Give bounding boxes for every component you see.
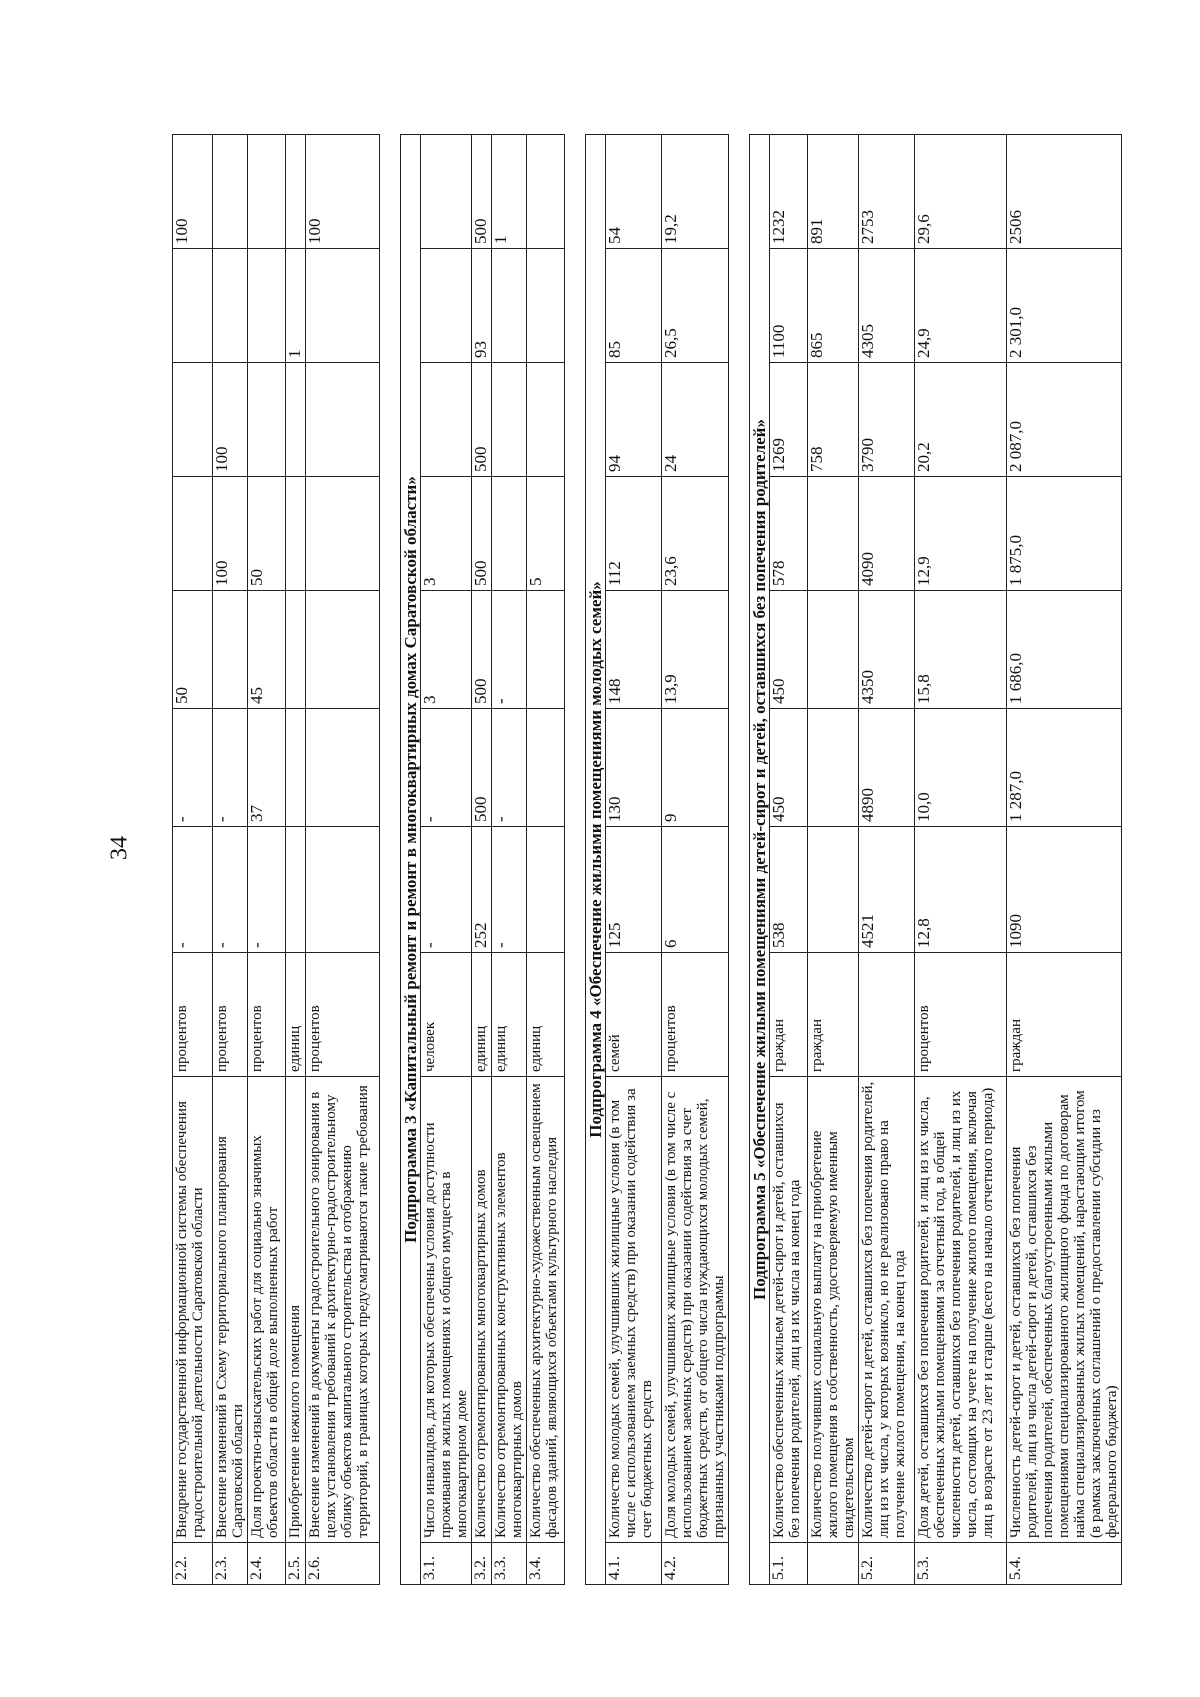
unit-cell: процентов — [173, 953, 213, 1077]
table-row — [808, 135, 859, 1585]
unit-cell: процентов — [248, 953, 286, 1077]
table-row — [213, 135, 248, 1585]
value-cell — [306, 591, 380, 709]
value-cell: 85 — [606, 249, 662, 363]
value-cell — [173, 363, 213, 477]
value-cell: 4890 — [859, 709, 915, 827]
value-cell: - — [213, 827, 248, 953]
unit-cell: семей — [606, 953, 662, 1077]
value-cell: 125 — [606, 827, 662, 953]
row-number — [808, 1543, 859, 1585]
table-row — [1007, 135, 1122, 1585]
indicator-name: Приобретение нежилого помещения — [286, 1077, 306, 1543]
value-cell — [306, 249, 380, 363]
value-cell: - — [173, 709, 213, 827]
spacer-row — [729, 135, 750, 1585]
rotated-content — [172, 135, 1120, 1585]
row-number: 3.4. — [527, 1543, 565, 1585]
value-cell: 252 — [472, 827, 492, 953]
value-cell: 500 — [472, 591, 492, 709]
value-cell: - — [421, 827, 472, 953]
value-cell — [421, 135, 472, 249]
value-cell — [808, 827, 859, 953]
value-cell — [527, 249, 565, 363]
value-cell: 578 — [770, 477, 808, 591]
value-cell: 50 — [248, 477, 286, 591]
value-cell — [248, 363, 286, 477]
row-number: 2.6. — [306, 1543, 380, 1585]
value-cell — [213, 135, 248, 249]
row-number: 5.3. — [915, 1543, 1007, 1585]
value-cell — [492, 249, 527, 363]
table-row — [248, 135, 286, 1585]
value-cell: 6 — [662, 827, 729, 953]
section-title: Подпрограмма 3 «Капитальный ремонт и ремонт в многоквартирных домах Саратовской области» — [401, 135, 421, 1585]
table-row — [527, 135, 565, 1585]
section-title: Подпрограмма 5 «Обеспечение жилыми помещениями детей-сирот и детей, оставшихся без попечения родителей» — [750, 135, 770, 1585]
section-header-row — [586, 135, 606, 1585]
row-number: 2.2. — [173, 1543, 213, 1585]
indicator-name: Количество молодых семей, улучшивших жилищные условия (в том числе с использованием заемных средств) при оказании содействия за счет бюджетных средств — [606, 1077, 662, 1543]
value-cell: 20,2 — [915, 363, 1007, 477]
value-cell: 1 875,0 — [1007, 477, 1122, 591]
value-cell: 13,9 — [662, 591, 729, 709]
value-cell: 24,9 — [915, 249, 1007, 363]
indicator-name: Доля молодых семей, улучшивших жилищные условия (в том числе с использованием заемных средств) при оказании содействия за счет бюджетных средств, от общего числа нуждающихся молодых семей, признанных участниками подпрограммы — [662, 1077, 729, 1543]
row-number: 3.2. — [472, 1543, 492, 1585]
value-cell: 1232 — [770, 135, 808, 249]
value-cell: - — [213, 709, 248, 827]
indicator-name: Количество обеспеченных жильем детей-сирот и детей, оставшихся без попечения родителей, лиц из их числа на конец года — [770, 1077, 808, 1543]
row-number: 5.1. — [770, 1543, 808, 1585]
value-cell — [248, 249, 286, 363]
value-cell: 500 — [472, 135, 492, 249]
row-number: 5.2. — [859, 1543, 915, 1585]
value-cell: 1090 — [1007, 827, 1122, 953]
row-number: 4.1. — [606, 1543, 662, 1585]
value-cell: 2 301,0 — [1007, 249, 1122, 363]
value-cell: 45 — [248, 591, 286, 709]
value-cell: 450 — [770, 709, 808, 827]
value-cell: 94 — [606, 363, 662, 477]
section-header-row — [401, 135, 421, 1585]
value-cell — [286, 709, 306, 827]
value-cell — [286, 591, 306, 709]
value-cell — [248, 135, 286, 249]
value-cell: - — [173, 827, 213, 953]
value-cell — [492, 477, 527, 591]
value-cell: 100 — [173, 135, 213, 249]
value-cell — [527, 591, 565, 709]
table-row — [770, 135, 808, 1585]
row-number: 2.4. — [248, 1543, 286, 1585]
value-cell — [286, 477, 306, 591]
value-cell: 1100 — [770, 249, 808, 363]
table-row — [472, 135, 492, 1585]
value-cell — [286, 827, 306, 953]
value-cell: 112 — [606, 477, 662, 591]
value-cell — [492, 363, 527, 477]
value-cell: 4521 — [859, 827, 915, 953]
value-cell: 538 — [770, 827, 808, 953]
table-body — [173, 135, 1122, 1585]
indicator-name: Доля детей, оставшихся без попечения родителей, и лиц из их числа, обеспеченных жилыми помещениями за отчетный год, в общей численности детей, оставшихся без попечения родителей, и лиц из их числа, состоящих на учете на получение жилого помещения, включая лиц в возрасте от 23 лет и старше (всего на начало отчетного периода) — [915, 1077, 1007, 1543]
unit-cell: единиц — [286, 953, 306, 1077]
value-cell: - — [492, 591, 527, 709]
unit-cell: процентов — [915, 953, 1007, 1077]
value-cell: - — [492, 709, 527, 827]
indicator-name: Внесение изменений в Схему территориального планирования Саратовской области — [213, 1077, 248, 1543]
section-title: Подпрограмма 4 «Обеспечение жильими помещениями молодых семей» — [586, 135, 606, 1585]
indicator-name: Внесение изменений в документы градостроительного зонирования в целях установления требований к архитектурно-градостроительному облику объектов капитального строительства и отображению территорий, в границах которых предусматриваются такие требования — [306, 1077, 380, 1543]
value-cell: 23,6 — [662, 477, 729, 591]
indicator-name: Количество отремонтированных конструктивных элементов многоквартирных домов — [492, 1077, 527, 1543]
value-cell — [527, 827, 565, 953]
value-cell: 4305 — [859, 249, 915, 363]
indicator-name: Доля проектно-изыскательских работ для социально значимых объектов области в общей доле выполненных работ — [248, 1077, 286, 1543]
unit-cell — [859, 953, 915, 1077]
value-cell: 5 — [527, 477, 565, 591]
value-cell — [286, 363, 306, 477]
value-cell: 1269 — [770, 363, 808, 477]
row-number: 3.3. — [492, 1543, 527, 1585]
value-cell: 3 — [421, 477, 472, 591]
table-row — [915, 135, 1007, 1585]
value-cell: 758 — [808, 363, 859, 477]
value-cell: 148 — [606, 591, 662, 709]
value-cell — [808, 591, 859, 709]
value-cell: 9 — [662, 709, 729, 827]
value-cell — [306, 477, 380, 591]
value-cell: 100 — [213, 477, 248, 591]
indicator-name: Внедрение государственной информационной системы обеспечения градостроительной деятельности Саратовской области — [173, 1077, 213, 1543]
indicator-name: Количество обеспеченных архитектурно-художественным освещением фасадов зданий, являющихся объектами культурного наследия — [527, 1077, 565, 1543]
table-row — [859, 135, 915, 1585]
row-number: 4.2. — [662, 1543, 729, 1585]
unit-cell: граждан — [770, 953, 808, 1077]
section-header-row — [750, 135, 770, 1585]
table-row — [306, 135, 380, 1585]
value-cell: 54 — [606, 135, 662, 249]
value-cell: - — [248, 827, 286, 953]
unit-cell: единиц — [472, 953, 492, 1077]
unit-cell: единиц — [492, 953, 527, 1077]
indicator-name: Количество получивших социальную выплату на приобретение жилого помещения в собственность, удостоверяемую именным свидетельством — [808, 1077, 859, 1543]
value-cell: 1 — [286, 249, 306, 363]
value-cell: 500 — [472, 709, 492, 827]
value-cell — [173, 249, 213, 363]
unit-cell: человек — [421, 953, 472, 1077]
indicator-name: Количество отремонтированных многоквартирных домов — [472, 1077, 492, 1543]
value-cell — [527, 709, 565, 827]
value-cell: 2 087,0 — [1007, 363, 1122, 477]
table-row — [286, 135, 306, 1585]
indicator-name: Число инвалидов, для которых обеспечены условия доступности проживания в жилых помещениях и общего имущества в многоквартирном доме — [421, 1077, 472, 1543]
value-cell: 1 — [492, 135, 527, 249]
value-cell: 93 — [472, 249, 492, 363]
value-cell: 15,8 — [915, 591, 1007, 709]
value-cell — [213, 249, 248, 363]
value-cell — [306, 709, 380, 827]
value-cell — [527, 135, 565, 249]
value-cell: 37 — [248, 709, 286, 827]
value-cell — [286, 135, 306, 249]
indicator-name: Количество детей-сирот и детей, оставшихся без попечения родителей, лиц из их числа, у которых возникло, но не реализовано право на получение жилого помещения, на конец года — [859, 1077, 915, 1543]
indicators-table — [172, 134, 1122, 1585]
table-row — [662, 135, 729, 1585]
value-cell — [213, 591, 248, 709]
value-cell: 1 686,0 — [1007, 591, 1122, 709]
row-number: 2.3. — [213, 1543, 248, 1585]
value-cell — [173, 477, 213, 591]
value-cell: 865 — [808, 249, 859, 363]
table-row — [606, 135, 662, 1585]
table-row — [173, 135, 213, 1585]
value-cell: 891 — [808, 135, 859, 249]
value-cell — [527, 363, 565, 477]
value-cell: 100 — [306, 135, 380, 249]
value-cell — [421, 363, 472, 477]
value-cell: 450 — [770, 591, 808, 709]
value-cell: 3 — [421, 591, 472, 709]
value-cell: 1 287,0 — [1007, 709, 1122, 827]
value-cell: 500 — [472, 363, 492, 477]
value-cell — [306, 363, 380, 477]
value-cell: 50 — [173, 591, 213, 709]
unit-cell: граждан — [808, 953, 859, 1077]
value-cell: - — [421, 709, 472, 827]
value-cell: - — [492, 827, 527, 953]
value-cell: 4090 — [859, 477, 915, 591]
value-cell: 24 — [662, 363, 729, 477]
value-cell: 500 — [472, 477, 492, 591]
value-cell: 3790 — [859, 363, 915, 477]
value-cell: 100 — [213, 363, 248, 477]
page-number: 34 — [106, 836, 133, 860]
row-number: 2.5. — [286, 1543, 306, 1585]
value-cell: 12,8 — [915, 827, 1007, 953]
value-cell: 12,9 — [915, 477, 1007, 591]
unit-cell: процентов — [213, 953, 248, 1077]
value-cell: 29,6 — [915, 135, 1007, 249]
row-number: 5.4. — [1007, 1543, 1122, 1585]
value-cell: 2506 — [1007, 135, 1122, 249]
spacer-row — [380, 135, 401, 1585]
unit-cell: единиц — [527, 953, 565, 1077]
unit-cell: граждан — [1007, 953, 1122, 1077]
indicator-name: Численность детей-сирот и детей, оставшихся без попечения родителей, лиц из числа детей-сирот и детей, оставшихся без попечения родителей, обеспеченных благоустроенными жилыми помещениями специализированного жилищного фонда по договорам найма специализированных жилых помещений, нарастающим итогом (в рамках заключенных соглашений о предоставлении субсидии из федерального бюджета) — [1007, 1077, 1122, 1543]
value-cell — [808, 477, 859, 591]
value-cell: 26,5 — [662, 249, 729, 363]
value-cell: 19,2 — [662, 135, 729, 249]
value-cell: 10,0 — [915, 709, 1007, 827]
value-cell: 4350 — [859, 591, 915, 709]
value-cell — [306, 827, 380, 953]
spacer-row — [565, 135, 586, 1585]
value-cell — [421, 249, 472, 363]
unit-cell: процентов — [662, 953, 729, 1077]
row-number: 3.1. — [421, 1543, 472, 1585]
value-cell: 2753 — [859, 135, 915, 249]
table-row — [421, 135, 472, 1585]
table-row — [492, 135, 527, 1585]
value-cell: 130 — [606, 709, 662, 827]
value-cell — [808, 709, 859, 827]
unit-cell: процентов — [306, 953, 380, 1077]
